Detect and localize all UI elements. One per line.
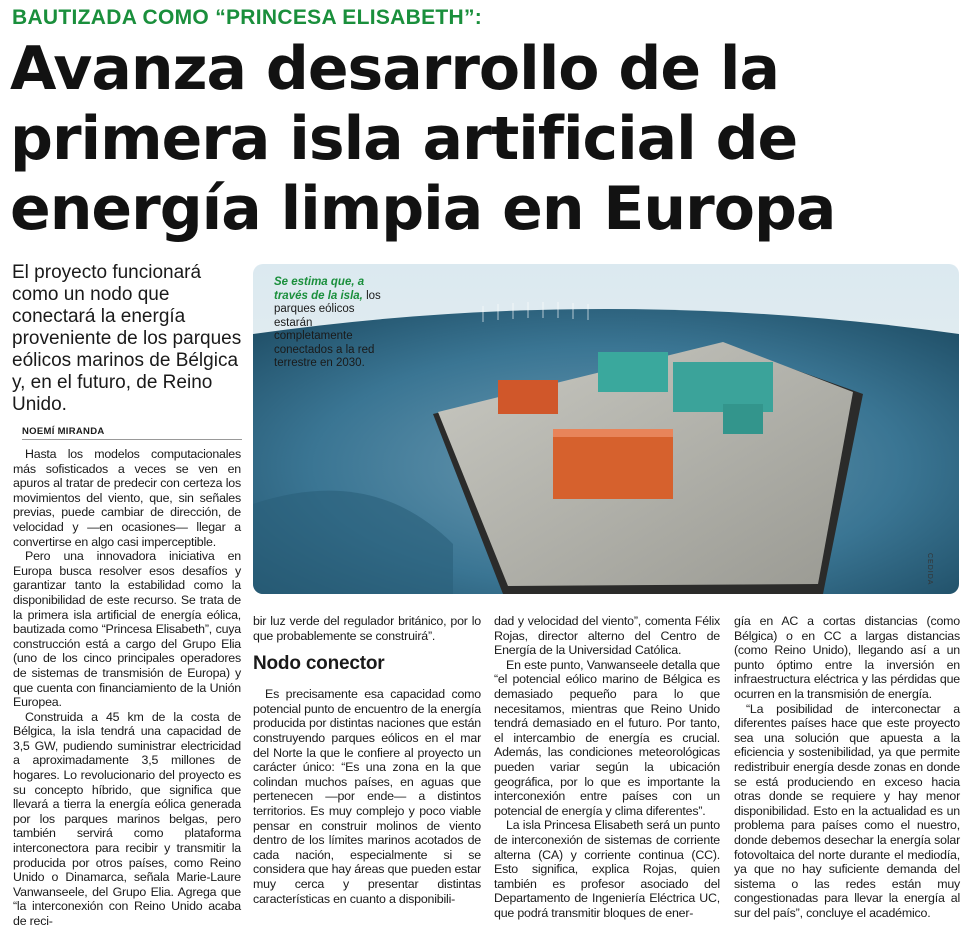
headline-line-2: primera isla artificial de [10,104,798,174]
converter-hall-icon [598,352,668,392]
caption-text: los parques eólicos estarán completamente conectados a la red terrestre en 2030. [274,289,381,369]
paragraph: gía en AC a cortas distancias (como Bélgica) o en CC a largas distancias (como Reino Unido), llegando así a un punto óptimo entre la inversión en infraestructura eléctrica y las pérdidas que ocurren en la transmisión de energía. [734,614,960,701]
column-1 [13,447,241,929]
paragraph: Construida a 45 km de la costa de Bélgica, la isla tendrá una capacidad de 3,5 GW, pudiendo suministrar electricidad a aproximadamente 3,5 millones de hogares. Lo revolucionario del proyecto es su concepto híbrido, que significa que llevará a tierra la energía eólica generada por los parques marinos belgas, pero también servirá como plataforma interconectora para recibir y transmitir la producida por otros países, como Reino Unido o Dinamarca, señala Marie-Laure Vanwanseele, del Grupo Elia. Agrega que “la interconexión con Reino Unido acaba de reci- [13,709,241,928]
substation-block-icon [498,380,558,414]
column-4 [734,614,960,920]
paragraph: “La posibilidad de interconectar a diferentes países hace que este proyecto sea una solución que apuesta a la eficiencia y sostenibilidad, ya que permite redistribuir energía desde zonas en donde se está produciendo en exceso hacia otras donde se requiere y hay menor disponibilidad. Esto en la actualidad es un problema para países como el nuestro, donde debemos desechar la energía solar fotovoltaica del norte durante el mediodía, ya que no hay suficiente demanda del sistema o las redes están muy congestionadas para llevar la energía al sur del país”, concluye el académico. [734,701,960,920]
column-3 [494,614,720,920]
paragraph: Hasta los modelos computacionales más sofisticados a veces se ven en apuros al tratar de predecir con certeza los movimientos del viento, que, sin señales previas, puede cambiar de dirección, de velocidad y —en ocasiones— llegar a convertirse en algo casi imperceptible. [13,447,241,549]
column-2 [253,614,481,906]
paragraph: bir luz verde del regulador británico, por lo que probablemente se construirá”. [253,614,481,643]
article-dek: El proyecto funcionará como un nodo que conectará la energía proveniente de los parques eólicos marinos de Bélgica y, en el futuro, de Reino Unido. [12,262,242,415]
headline-line-3: energía limpia en Europa [10,174,836,244]
caption-lead: Se estima que, a través de la isla, [274,276,365,302]
paragraph: En este punto, Vanwanseele detalla que “el potencial eólico marino de Bélgica es demasiado pequeño para lo que necesitamos, mientras que Reino Unido tendrá demasiado en el futuro. Por tanto, el intercambio de energía es crucial. Además, las condiciones meteorológicas pueden variar según la ubicación geográfica, por lo que es importante la interconexión entre países con un potencial de energía y clima diferentes”. [494,657,720,818]
subhead: Nodo conector [253,653,385,675]
photo-credit: CEDIDA [926,553,933,586]
paragraph: Pero una innovadora iniciativa en Europa busca resolver esos desafíos y garantizar tanto la estabilidad como la disponibilidad de este recurso. Se trata de la primera isla artificial de energía eólica, bautizada como “Princesa Elisabeth”, cuya construcción está a cargo del Grupo Elia (uno de los cinco principales operadores de sistemas de transmisión de Europa) y que cuenta con financiamiento de la Unión Europea. [13,549,241,710]
paragraph: Es precisamente esa capacidad como potencial punto de encuentro de la energía producida por distintas naciones que están construyendo parques eólicos en el mar del Norte la que le confiere al proyecto un carácter único: “Es una zona en la que colindan muchos países, en aguas que pertenecen —por ende— a distintos territorios. Es muy complejo y poco viable pensar en construir molinos de viento dentro de los límites marinos acotados de cada nación, especialmente si se considera que hay áreas que pueden estar muy cerca y presentar distintas características en cuanto a disponibili- [253,687,481,906]
byline: NOEMÍ MIRANDA [22,426,242,440]
paragraph: dad y velocidad del viento”, comenta Félix Rojas, director alterno del Centro de Energía de la Universidad Católica. [494,614,720,658]
headline [10,34,960,244]
headline-line-1: Avanza desarrollo de la [10,34,779,104]
photo-caption [274,276,394,371]
paragraph: La isla Princesa Elisabeth será un punto de interconexión de sistemas de corriente alterna (CA) y corriente continua (CC). Esto significa, explica Rojas, quien también es profesor asociado del Departamento de Ingeniería Eléctrica UC, que podrá transmitir bloques de ener- [494,818,720,920]
article-kicker: BAUTIZADA COMO “PRINCESA ELISABETH”: [12,6,483,29]
